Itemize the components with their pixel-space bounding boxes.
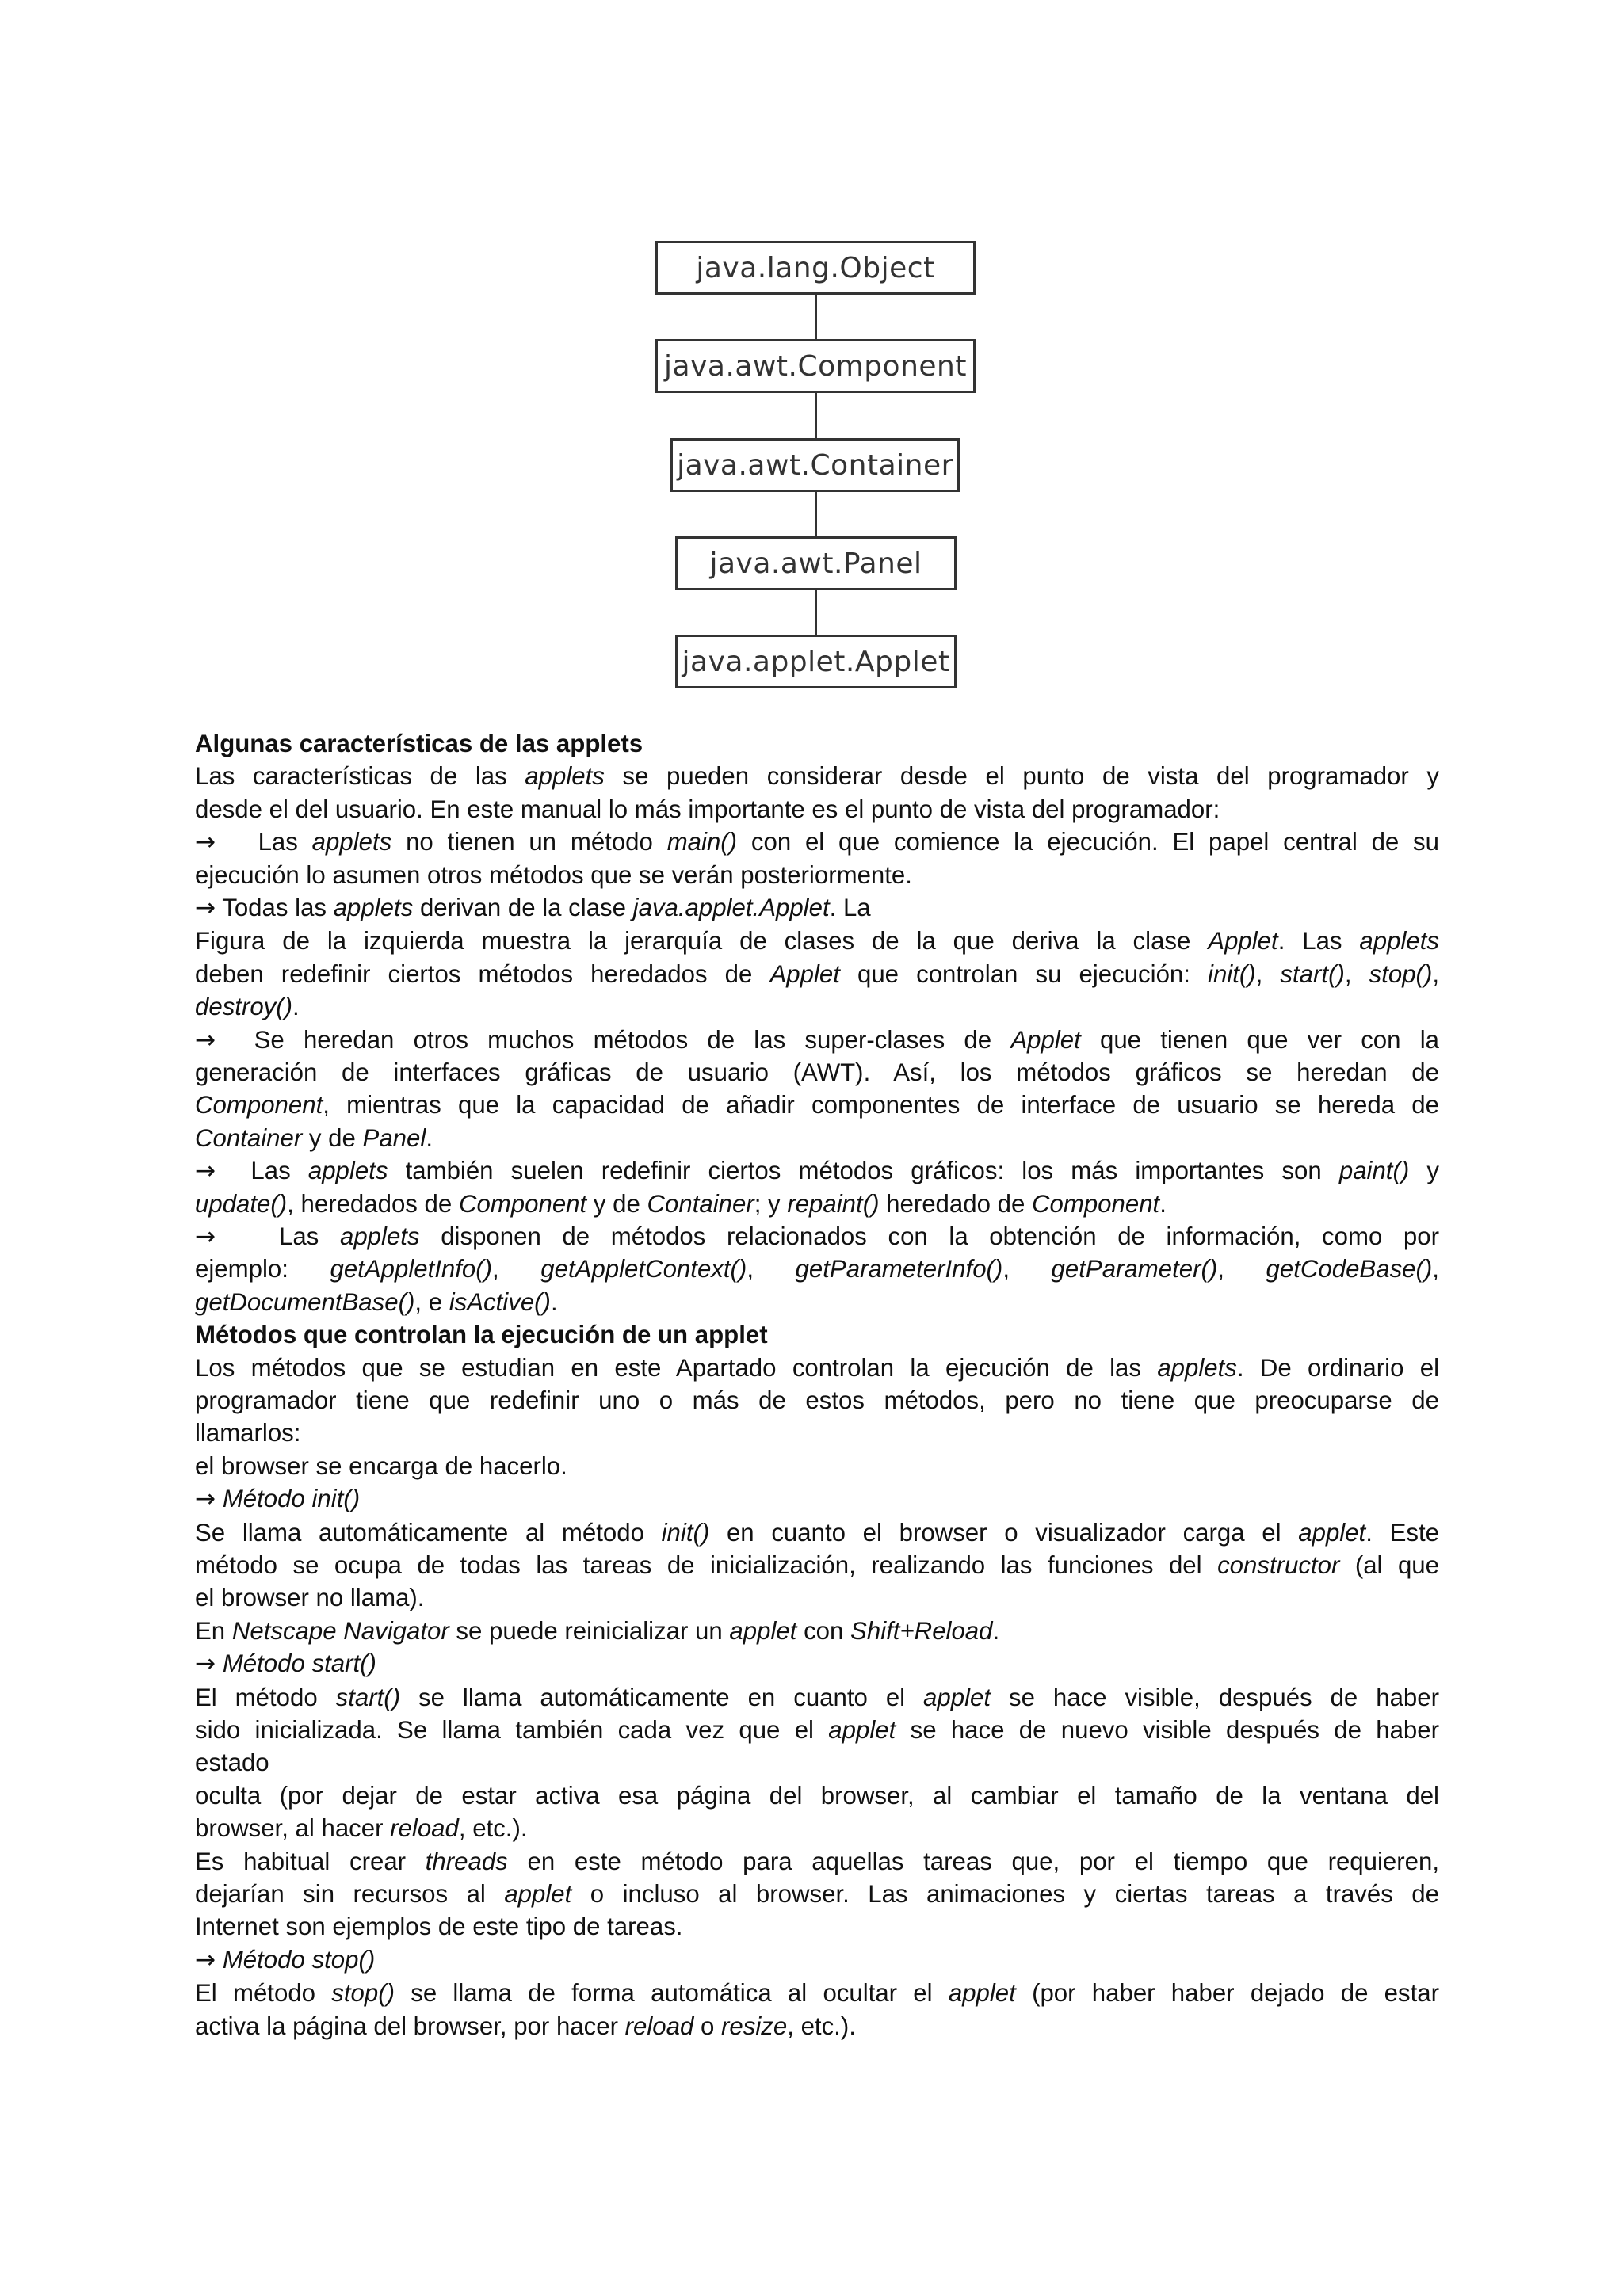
paragraph-line: llamarlos: <box>195 1419 301 1447</box>
class-hierarchy-diagram <box>0 0 1623 713</box>
arrow-icon: → <box>195 1485 216 1514</box>
paragraph-line: Figura de la izquierda muestra la jerarquía de clases de la que deriva la clase Applet. Las applets <box>195 927 1439 955</box>
paragraph-line: Los métodos que se estudian en este Apartado controlan la ejecución de las applets. De ordinario el <box>195 1353 1439 1382</box>
paragraph-line: Se llama automáticamente al método init() en cuanto el browser o visualizador carga el applet. Este <box>195 1518 1439 1547</box>
paragraph-line: el browser se encarga de hacerlo. <box>195 1451 567 1480</box>
paragraph-line: ejecución lo asumen otros métodos que se verán posteriormente. <box>195 860 912 889</box>
paragraph-line: método se ocupa de todas las tareas de inicialización, realizando las funciones del constructor (al que <box>195 1550 1439 1579</box>
arrow-icon: → <box>195 1025 216 1055</box>
bullet-line: → Las applets no tienen un método main() con el que comience la ejecución. El papel central de su <box>195 828 1439 857</box>
paragraph-line: dejarían sin recursos al applet o incluso al browser. Las animaciones y ciertas tareas a través de <box>195 1879 1439 1908</box>
paragraph-line: el browser no llama). <box>195 1584 425 1612</box>
paragraph-line: sido inicializada. Se llama también cada vez que el applet se hace de nuevo visible después de haber <box>195 1715 1439 1744</box>
paragraph-line: destroy(). <box>195 993 300 1021</box>
arrow-icon: → <box>195 1222 216 1251</box>
hierarchy-connector <box>815 393 817 438</box>
hierarchy-box-panel: java.awt.Panel <box>675 536 957 590</box>
paragraph-line: Las características de las applets se pueden considerar desde el punto de vista del programador y <box>195 762 1439 791</box>
arrow-icon: → <box>195 1157 216 1186</box>
paragraph-line: estado <box>195 1749 269 1777</box>
bullet-line: → Todas las applets derivan de la clase java.applet.Applet. La <box>195 894 871 922</box>
hierarchy-box-component: java.awt.Component <box>655 339 976 393</box>
hierarchy-box-container: java.awt.Container <box>670 438 960 492</box>
paragraph-line: browser, al hacer reload, etc.). <box>195 1814 528 1843</box>
paragraph-line: ejemplo: getAppletInfo(), getAppletContext(), getParameterInfo(), getParameter(), getCodeBase(), <box>195 1255 1439 1283</box>
paragraph-line: deben redefinir ciertos métodos heredados de Applet que controlan su ejecución: init(), start(), stop(), <box>195 959 1439 988</box>
paragraph-line: programador tiene que redefinir uno o más de estos métodos, pero no tiene que preocuparse de <box>195 1386 1439 1414</box>
hierarchy-connector <box>815 492 817 536</box>
paragraph-line: Internet son ejemplos de este tipo de tareas. <box>195 1913 683 1941</box>
paragraph-line: update(), heredados de Component y de Container; y repaint() heredado de Component. <box>195 1189 1167 1218</box>
paragraph-line: Es habitual crear threads en este método para aquellas tareas que, por el tiempo que requieren, <box>195 1847 1439 1875</box>
method-heading: → Método stop() <box>195 1945 376 1974</box>
bullet-line: → Las applets también suelen redefinir ciertos métodos gráficos: los más importantes son paint() y <box>195 1157 1439 1186</box>
paragraph-line: getDocumentBase(), e isActive(). <box>195 1287 558 1316</box>
section-heading: Algunas características de las applets <box>195 730 643 757</box>
arrow-icon: → <box>195 828 216 857</box>
paragraph-line: El método start() se llama automáticamente en cuanto el applet se hace visible, después de haber <box>195 1683 1439 1711</box>
arrow-icon: → <box>195 1945 216 1974</box>
paragraph-line: El método stop() se llama de forma automática al ocultar el applet (por haber haber dejado de estar <box>195 1979 1439 2008</box>
paragraph-line: En Netscape Navigator se puede reinicializar un applet con Shift+Reload. <box>195 1616 1000 1645</box>
paragraph-line: oculta (por dejar de estar activa esa página del browser, al cambiar el tamaño de la ventana del <box>195 1781 1439 1810</box>
arrow-icon: → <box>195 1650 216 1679</box>
paragraph-line: activa la página del browser, por hacer reload o resize, etc.). <box>195 2012 856 2040</box>
arrow-icon: → <box>195 894 216 922</box>
hierarchy-connector <box>815 590 817 635</box>
method-heading: → Método start() <box>195 1650 376 1679</box>
hierarchy-box-applet: java.applet.Applet <box>675 635 957 688</box>
bullet-line: → Las applets disponen de métodos relacionados con la obtención de información, como por <box>195 1222 1439 1251</box>
paragraph-line: generación de interfaces gráficas de usuario (AWT). Así, los métodos gráficos se heredan de <box>195 1058 1439 1086</box>
paragraph-line: Container y de Panel. <box>195 1123 433 1152</box>
hierarchy-box-object: java.lang.Object <box>655 241 976 295</box>
hierarchy-connector <box>815 295 817 339</box>
method-heading: → Método init() <box>195 1485 361 1514</box>
section-heading: Métodos que controlan la ejecución de un applet <box>195 1321 768 1349</box>
paragraph-line: Component, mientras que la capacidad de añadir componentes de interface de usuario se hereda de <box>195 1091 1439 1119</box>
bullet-line: → Se heredan otros muchos métodos de las super-clases de Applet que tienen que ver con la <box>195 1025 1439 1055</box>
paragraph-line: desde el del usuario. En este manual lo más importante es el punto de vista del programador: <box>195 795 1220 823</box>
document-body <box>195 727 1439 2042</box>
